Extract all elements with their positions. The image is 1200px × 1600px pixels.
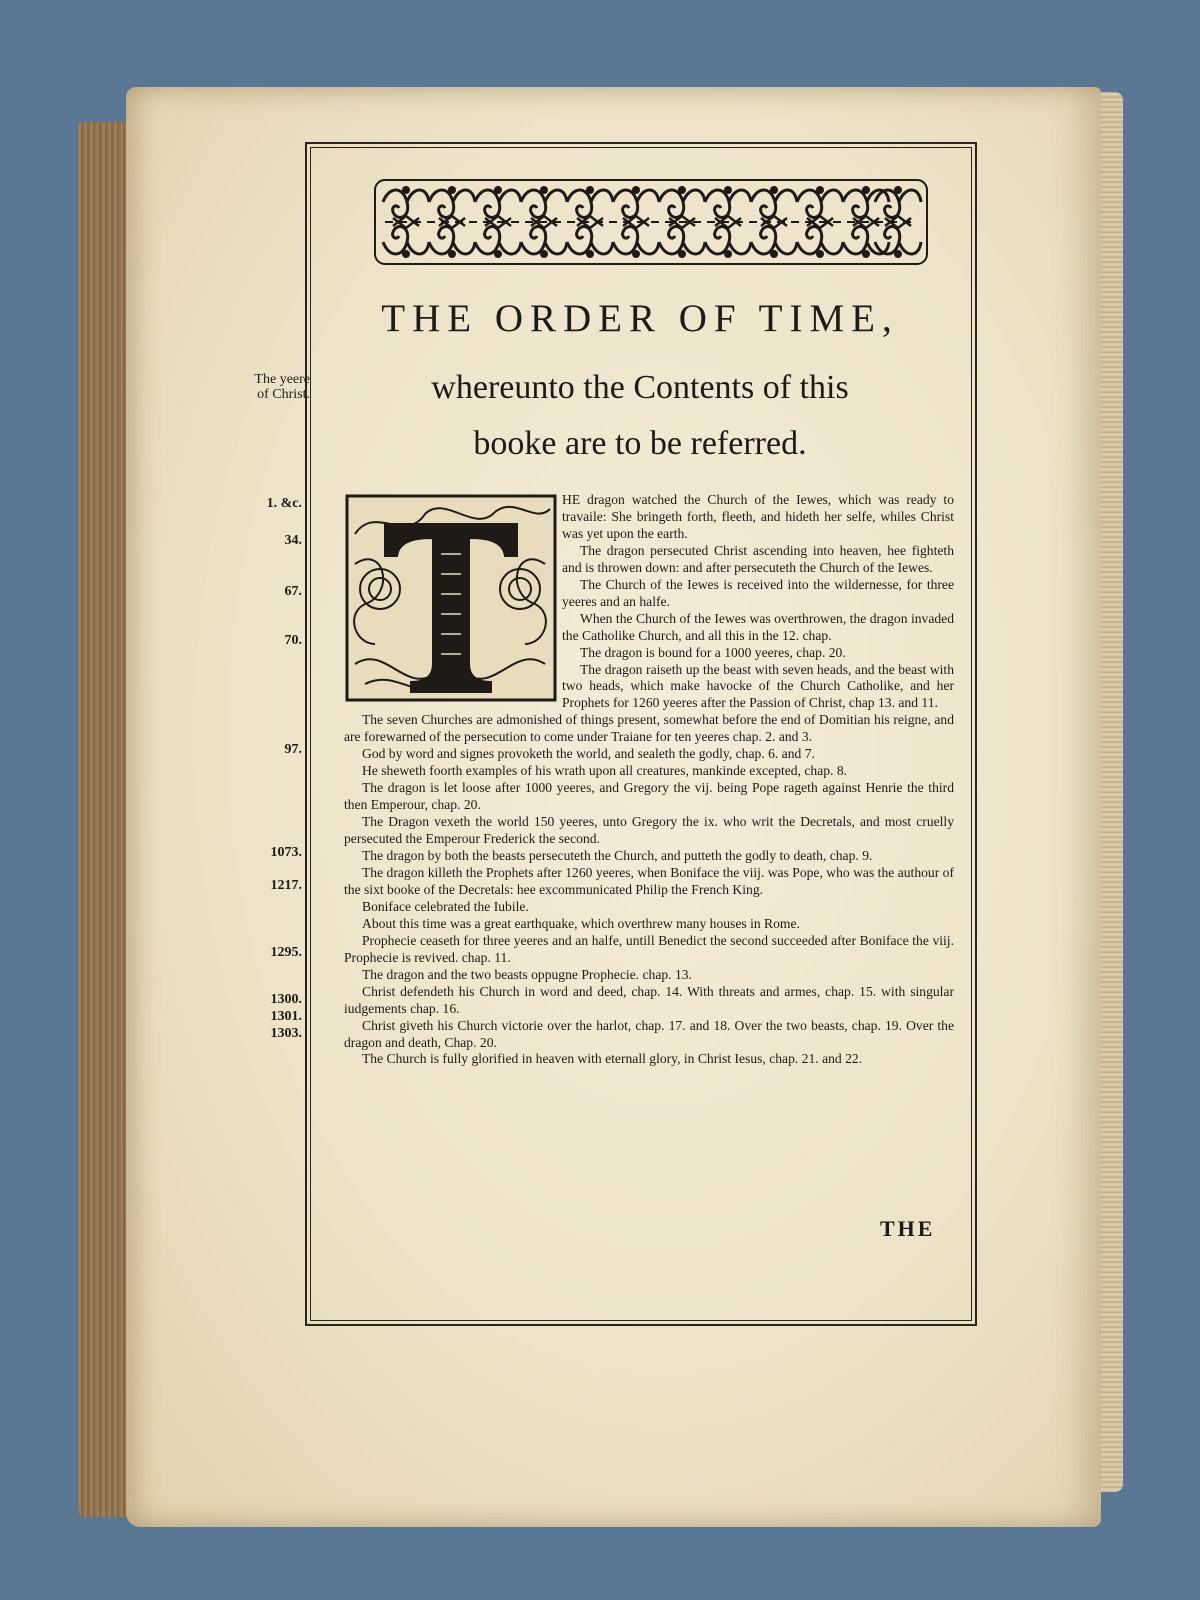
entry-paragraph: The dragon is let loose after 1000 yeeres, and Gregory the vij. being Pope rageth against Henrie the third then Emperour, chap. 20. — [344, 780, 954, 813]
entry-paragraph: He sheweth foorth examples of his wrath upon all creatures, mankinde excepted, chap. 8. — [362, 763, 848, 779]
entry-paragraph: Christ giveth his Church victorie over the harlot, chap. 17. and 18. Over the two beasts, chap. 19. Over the dragon and death, Chap. 20. — [344, 1017, 954, 1050]
entry-paragraph: The dragon by both the beasts persecuteth the Church, and putteth the godly to death, chap. 9. — [362, 848, 873, 864]
page-subtitle — [310, 360, 970, 472]
margin-heading-line-1: The yeere — [254, 372, 310, 387]
entry-paragraph: When the Church of the Iewes was overthrowen, the dragon invaded the Catholike Church, and all this in the 12. chap. — [562, 610, 954, 643]
entry-paragraph: The dragon raiseth up the beast with seven heads, and the beast with two heads, which make havocke of the Church Catholike, and her Prophets for 1260 yeeres after the Passion of Christ, chap 13. and 11. — [562, 661, 954, 711]
contents-text — [344, 492, 954, 1068]
year-marker: 1301. — [270, 1009, 302, 1024]
page-title: THE ORDER OF TIME, — [381, 297, 899, 340]
entry-paragraph: The dragon and the two beasts oppugne Prophecie. chap. 13. — [362, 966, 692, 982]
catchword: THE — [880, 1216, 936, 1241]
year-marker: 1073. — [270, 845, 302, 860]
initial-spacer — [344, 492, 556, 698]
entry-paragraph: The dragon killeth the Prophets after 1260 yeeres, when Boniface the viij. was Pope, who was the authour of the sixt booke of the Decretals: hee excommunicated Philip the French King. — [344, 864, 954, 897]
year-marker: 1300. — [270, 992, 302, 1007]
entry-paragraph: The Church of the Iewes is received into the wildernesse, for three yeeres and an halfe. — [562, 576, 954, 609]
year-marker: 1303. — [270, 1026, 302, 1041]
margin-heading — [222, 372, 310, 402]
entry-paragraph: About this time was a great earthquake, which overthrew many houses in Rome. — [362, 915, 800, 931]
entry-paragraph: Christ defendeth his Church in word and deed, chap. 14. With threats and armes, chap. 15. with singular iudgements chap. 16. — [344, 983, 954, 1016]
year-marker: 1. &c. — [266, 496, 302, 511]
year-marker: 1217. — [270, 878, 302, 893]
year-marker: 97. — [284, 742, 302, 757]
year-marker: 70. — [284, 633, 302, 648]
ornament-header-band — [365, 172, 937, 272]
entry-paragraph: HE dragon watched the Church of the Iewes, which was ready to travaile: She bringeth forth, fleeth, and hideth her selfe, whiles Christ was yet upon the earth. — [562, 492, 954, 541]
entry-paragraph: The dragon persecuted Christ ascending into heaven, hee fighteth and is throwen down: and after persecuteth the Church of the Iewes. — [562, 542, 954, 575]
entry-paragraph: The Church is fully glorified in heaven with eternall glory, in Christ Iesus, chap. 21. and 22. — [362, 1051, 863, 1067]
entry-paragraph: Boniface celebrated the Iubile. — [362, 898, 529, 914]
year-marker: 67. — [284, 584, 302, 599]
year-marker: 1295. — [270, 945, 302, 960]
entry-paragraph: The dragon is bound for a 1000 yeeres, chap. 20. — [580, 644, 846, 660]
entry-paragraph: God by word and signes provoketh the world, and sealeth the godly, chap. 6. and 7. — [362, 746, 815, 762]
year-marker: 34. — [284, 533, 302, 548]
entry-paragraph: The Dragon vexeth the world 150 yeeres, unto Gregory the ix. who writ the Decretals, and most cruelly persecuted the Emperour Frederick the second. — [344, 814, 954, 847]
subtitle-line-2: booke are to be referred. — [473, 425, 807, 462]
entry-paragraph: Prophecie ceaseth for three yeeres and an halfe, untill Benedict the second succeeded after Boniface the viij. Prophecie is revived. chap. 11. — [344, 932, 954, 965]
entry-paragraph: The seven Churches are admonished of things present, somewhat before the end of Domitian his reigne, and are forewarned of the persecution to come under Traiane for ten yeeres chap. 2. and 3. — [344, 712, 954, 745]
margin-heading-line-2: of Christ. — [257, 387, 310, 402]
subtitle-line-1: whereunto the Contents of this — [431, 369, 849, 406]
